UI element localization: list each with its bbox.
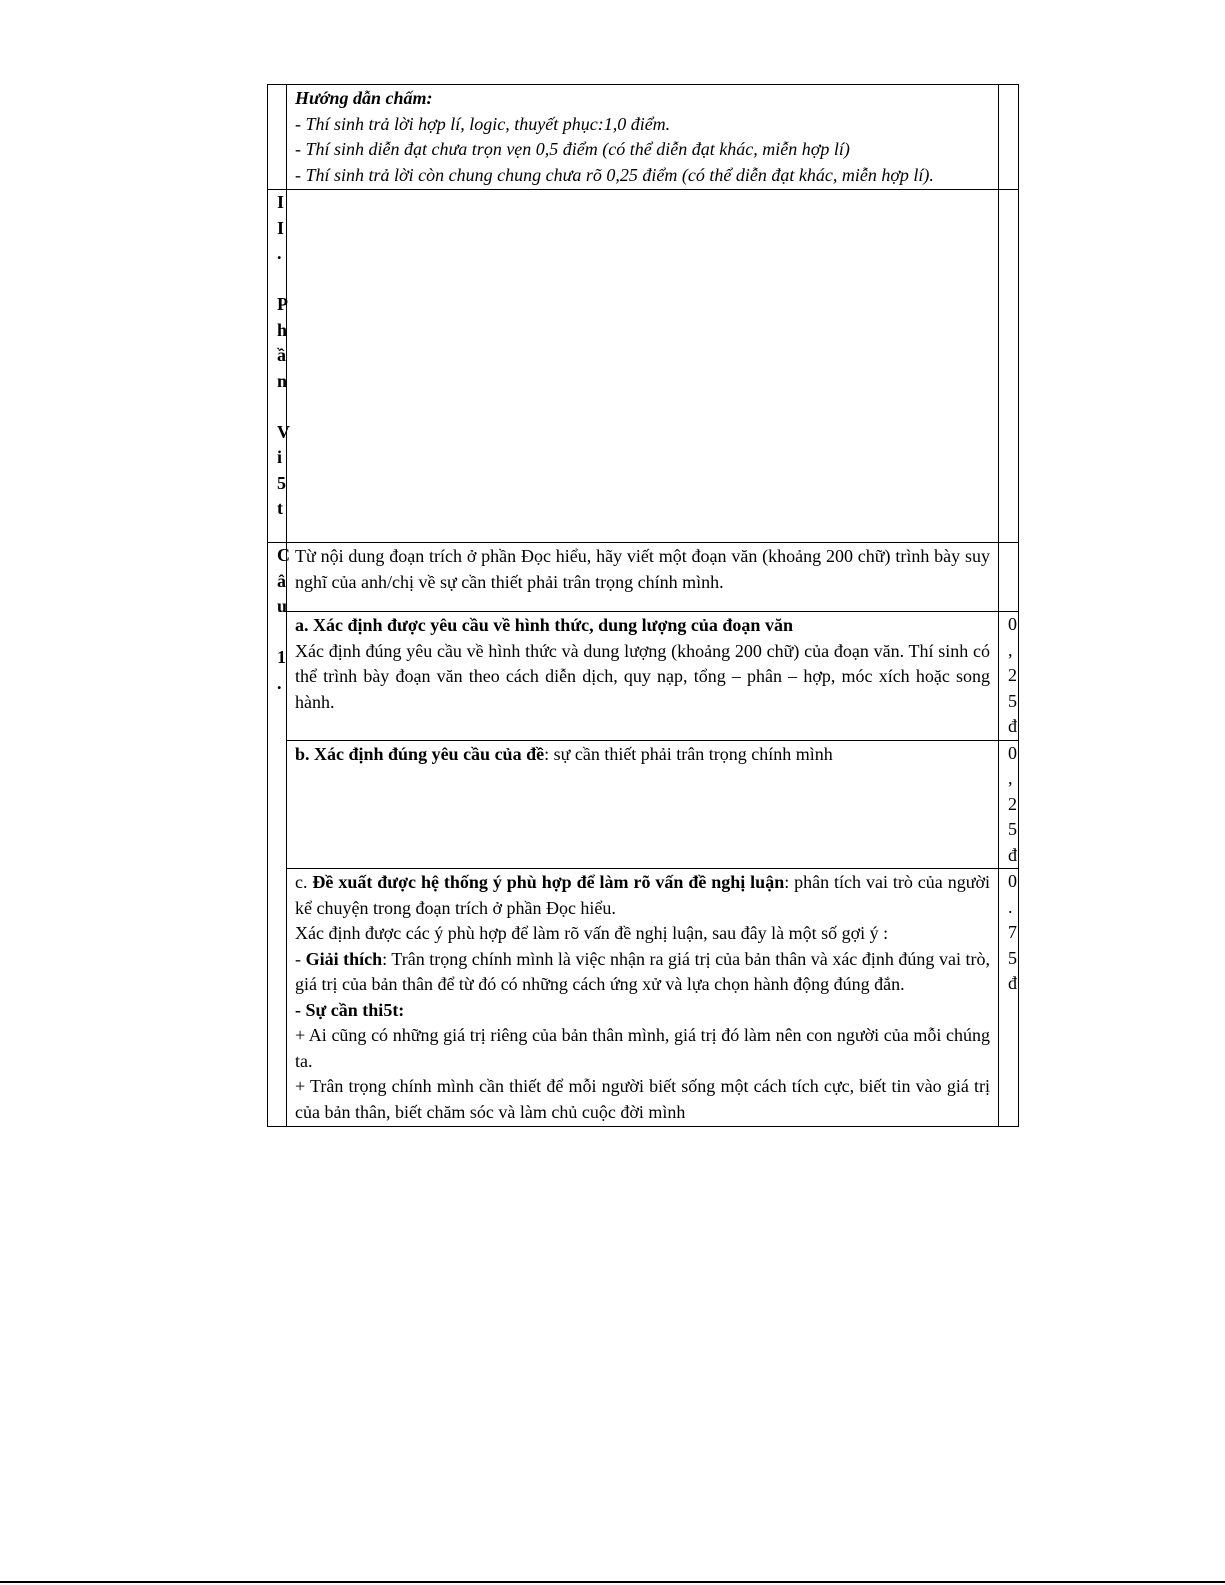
empty-score-cell [999,85,1019,190]
criterion-b-cell [287,740,999,869]
grading-note-line: - Thí sinh diễn đạt chưa trọn vẹn 0,5 điểm (có thể diễn đạt khác, miễn hợp lí) [295,139,850,159]
criterion-c-heading-rest: : phân tích vai trò của người kể chuyện trong đoạn trích ở phần Đọc hiểu. [295,872,990,918]
criterion-c-score-cell [999,869,1019,1127]
criterion-c-score: 0 . 7 5 đ [1008,871,1017,993]
grading-table [267,84,1019,1127]
criterion-a-score-cell [999,612,1019,741]
criterion-c-prefix: c. [295,872,313,892]
criterion-b-heading: b. Xác định đúng yêu cầu của đề [295,743,545,764]
criterion-c-point: + Ai cũng có những giá trị riêng của bản thân mình, giá trị đó làm nên con người của mỗi chúng ta. [295,1025,990,1071]
criterion-c-point: + Trân trọng chính mình cần thiết để mỗi người biết sống một cách tích cực, biết tin vào giá trị của bản thân, biết chăm sóc và làm chủ cuộc đời mình [295,1076,990,1122]
criterion-row-a [268,612,1019,741]
page-bottom-border [0,1581,1225,1583]
question-score-cell [999,543,1019,612]
section-label-cell [268,190,290,543]
criterion-b-heading-rest: : sự cần thiết phải trân trọng chính mình [544,743,833,764]
criterion-a-heading: a. Xác định được yêu cầu về hình thức, dung lượng của đoạn văn [295,615,793,635]
criterion-row-b [268,740,1019,869]
grading-note-line: - Thí sinh trả lời hợp lí, logic, thuyết phục:1,0 điểm. [295,113,671,134]
criterion-c-heading: Đề xuất được hệ thống ý phù hợp để làm rõ vấn đề nghị luận [312,872,785,892]
question-label: C â u 1 . [277,545,290,693]
question-cell [287,543,999,612]
question-row [268,543,1019,612]
criterion-c-explain-prefix: - [295,948,306,969]
criterion-a-body: Xác định đúng yêu cầu về hình thức và dung lượng (khoảng 200 chữ) của đoạn văn. Thí sinh có thể trình bày đoạn văn theo cách diễn dịch, quy nạp, tổng – phân – hợp, móc xích hoặc song hành. [295,640,990,712]
section-body-cell [287,190,999,543]
grading-note-row [268,85,1019,190]
section-row [268,190,1019,543]
criterion-c-cell [287,869,999,1127]
grading-note-title: Hướng dẫn chấm: [295,88,433,108]
empty-left-cell [268,85,287,190]
criterion-row-c [268,869,1019,1127]
section-label: I I . P h ầ n V i 5 t [277,192,290,518]
question-label-cell [268,543,290,1127]
criterion-b-score-cell [999,740,1019,869]
criterion-c-necessity-label: - Sự cần thi5t: [295,999,405,1020]
criterion-b-score: 0 , 2 5 đ [1008,742,1017,865]
grading-note-cell [287,85,999,190]
criterion-a-score: 0 , 2 5 đ [1008,614,1017,736]
grading-note-line: - Thí sinh trả lời còn chung chung chưa rõ 0,25 điểm (có thể diễn đạt khác, miễn hợp lí). [295,164,934,185]
criterion-a-cell [287,612,999,741]
criterion-c-explain-text: : Trân trọng chính mình là việc nhận ra giá trị của bản thân và xác định đúng vai trò, giá trị của bản thân để từ đó có những cách ứng xử và lựa chọn hành động đúng đắn. [295,948,990,994]
question-text: Từ nội dung đoạn trích ở phần Đọc hiểu, hãy viết một đoạn văn (khoảng 200 chữ) trình bày suy nghĩ của anh/chị về sự cần thiết phải trân trọng chính mình. [295,546,990,592]
criterion-c-explain-label: Giải thích [305,948,383,969]
criterion-c-intro: Xác định được các ý phù hợp để làm rõ vấn đề nghị luận, sau đây là một số gợi ý : [295,923,889,943]
section-score-cell [999,190,1019,543]
